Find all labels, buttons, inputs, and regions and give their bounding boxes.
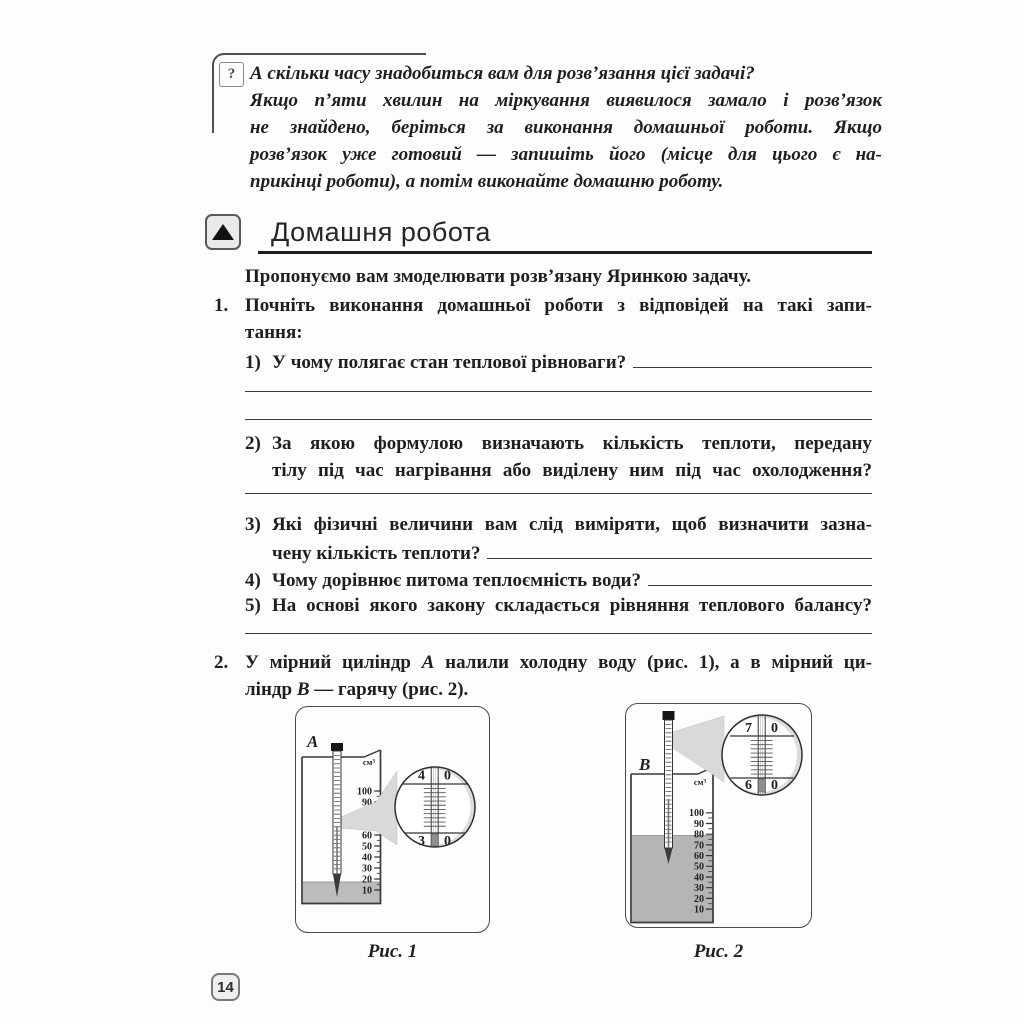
svg-text:3: 3 — [418, 834, 425, 849]
figure-1 — [295, 706, 490, 933]
answer-line — [245, 493, 872, 494]
figure-2-caption: Рис. 2 — [693, 941, 744, 962]
page-number: 14 — [217, 978, 234, 996]
svg-text:90: 90 — [694, 818, 704, 830]
svg-text:90: 90 — [362, 797, 372, 809]
answer-line — [245, 633, 872, 634]
sub-question-2-line-2: тілу під час нагрівання або виділену ним під час охолодження? — [272, 460, 872, 481]
question-block-line: розв’язок уже готовий — запишіть його (місце для цього є на- — [250, 144, 882, 165]
figure-1-caption: Рис. 1 — [367, 941, 418, 962]
svg-text:20: 20 — [694, 893, 704, 905]
section-title: Домашня робота — [271, 217, 491, 247]
sub-question-2 — [245, 430, 872, 457]
figure-1-drawing — [296, 707, 487, 930]
item-number: 1. — [214, 295, 229, 316]
svg-text:10: 10 — [362, 885, 372, 897]
sub-question-3 — [245, 511, 872, 538]
sub-question-text: За якою формулою визначають кількість теплоти, передану — [272, 433, 872, 454]
sub-question-5 — [245, 592, 872, 619]
svg-text:50: 50 — [694, 861, 704, 873]
page-number-badge — [211, 973, 240, 1001]
answer-blank — [633, 347, 872, 368]
cylinder-label: A — [307, 732, 319, 751]
svg-text:30: 30 — [362, 863, 372, 875]
unit-label: см³ — [693, 777, 706, 787]
sub-question-number: 2) — [245, 433, 261, 454]
svg-text:60: 60 — [694, 851, 704, 862]
figure-2-drawing — [626, 704, 809, 925]
mercury-column — [758, 779, 765, 792]
svg-text:80: 80 — [694, 829, 704, 841]
sub-question-3-line-2 — [272, 538, 872, 565]
svg-text:7: 7 — [745, 721, 752, 736]
svg-text:0: 0 — [444, 768, 451, 784]
sub-question-number: 5) — [245, 595, 261, 616]
item-text: У мірний циліндр A налили холодну воду (рис. 1), а в мірний ци- — [245, 652, 872, 673]
thermometer — [663, 711, 675, 864]
cylinder-a-variable: A — [421, 652, 435, 673]
question-mark-glyph: ? — [227, 66, 236, 82]
section-icon-box — [205, 214, 241, 250]
magnifier-circle — [395, 767, 476, 849]
sub-question-1 — [245, 347, 872, 374]
svg-text:30: 30 — [694, 883, 704, 895]
item-2-line-2: ліндр B — гарячу (рис. 2). — [245, 679, 469, 700]
sub-question-text: На основі якого закону складається рівняння теплового балансу? — [272, 595, 872, 616]
sub-question-number: 4) — [245, 570, 261, 591]
svg-text:100: 100 — [689, 808, 704, 820]
sub-question-number: 1) — [245, 352, 261, 373]
svg-text:40: 40 — [362, 852, 372, 864]
question-block-line: Якщо п’яти хвилин на міркування виявилося замало і розв’язок — [250, 90, 882, 111]
sub-question-text: чену кількість теплоти? — [272, 543, 481, 564]
answer-line — [245, 391, 872, 392]
mercury-column — [431, 834, 438, 846]
svg-text:6: 6 — [745, 778, 752, 793]
sub-question-text: Чому дорівнює питома теплоємність води? — [272, 570, 642, 591]
cylinder-label: B — [639, 755, 651, 774]
unit-label: см³ — [362, 757, 375, 767]
svg-text:20: 20 — [362, 874, 372, 886]
sub-question-text: Які фізичні величини вам слід виміряти, щоб визначити зазна- — [272, 514, 872, 535]
item-1-line-2: тання: — [245, 322, 303, 343]
item-1-line-1 — [214, 292, 872, 319]
triangle-icon — [212, 224, 234, 240]
svg-text:10: 10 — [694, 904, 704, 916]
svg-text:0: 0 — [444, 834, 451, 849]
section-underline — [258, 251, 872, 254]
svg-text:4: 4 — [418, 768, 425, 784]
item-text: Почніть виконання домашньої роботи з відповідей на такі запи- — [245, 295, 872, 316]
svg-text:50: 50 — [362, 841, 372, 853]
question-block-line: не знайдено, беріться за виконання домашньої роботи. Якщо — [250, 117, 882, 138]
sub-question-text: У чому полягає стан теплової рівноваги? — [272, 352, 627, 373]
magnifier-wedge — [673, 716, 724, 782]
cylinder-b-variable: B — [296, 679, 310, 700]
answer-line — [245, 419, 872, 420]
scale-labels — [357, 787, 372, 897]
svg-text:40: 40 — [694, 872, 704, 884]
answer-blank — [648, 565, 872, 586]
question-mark-icon — [219, 62, 244, 87]
item-number: 2. — [214, 652, 229, 673]
sub-question-4 — [245, 565, 872, 592]
svg-text:100: 100 — [357, 786, 372, 798]
thermometer — [331, 743, 343, 897]
item-2-line-1 — [214, 649, 872, 676]
figure-2 — [625, 703, 812, 928]
svg-text:0: 0 — [771, 778, 778, 793]
magnifier-circle — [722, 715, 802, 795]
question-block-line: А скільки часу знадобиться вам для розв’язання цієї задачі? — [250, 63, 755, 84]
svg-text:60: 60 — [362, 830, 372, 842]
svg-text:0: 0 — [771, 721, 778, 736]
question-block-line: прикінці роботи), а потім виконайте домашню роботу. — [250, 171, 724, 192]
intro-paragraph: Пропонуємо вам змоделювати розв’язану Яринкою задачу. — [245, 266, 751, 287]
sub-question-number: 3) — [245, 514, 261, 535]
svg-text:70: 70 — [694, 840, 704, 852]
answer-blank — [487, 538, 872, 559]
